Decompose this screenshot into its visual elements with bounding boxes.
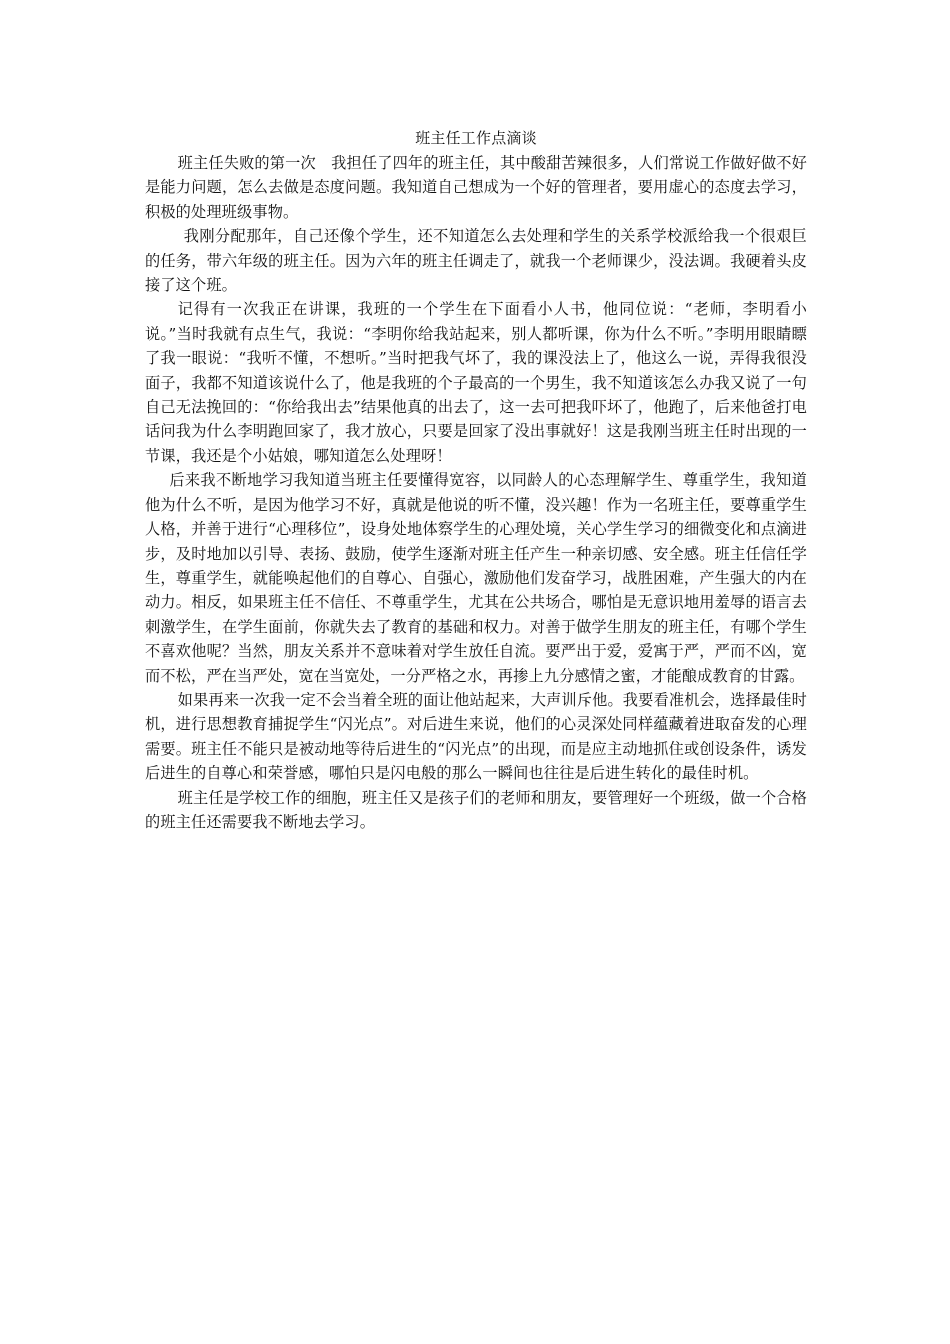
paragraph-4: 后来我不断地学习我知道当班主任要懂得宽容，以同龄人的心态理解学生、尊重学生，我知道他为什么不听，是因为他学习不好，真就是他说的听不懂，没兴趣！作为一名班主任，要尊重学生人格，并善于进行“心理移位”，设身处地体察学生的心理处境，关心学生学习的细微变化和点滴进步，及时地加以引导、表扬、鼓励，使学生逐渐对班主任产生一种亲切感、安全感。班主任信任学生，尊重学生，就能唤起他们的自尊心、自强心，激励他们发奋学习，战胜困难，产生强大的内在动力。相反，如果班主任不信任、不尊重学生，尤其在公共场合，哪怕是无意识地用羞辱的语言去刺激学生，在学生面前，你就失去了教育的基础和权力。对善于做学生朋友的班主任，有哪个学生不喜欢他呢？当然，朋友关系并不意味着对学生放任自流。要严出于爱，爱寓于严，严而不凶，宽而不松，严在当严处，宽在当宽处，一分严格之水，再掺上九分感情之蜜，才能酿成教育的甘露。 [145, 471, 807, 685]
paragraph-3: 记得有一次我正在讲课，我班的一个学生在下面看小人书，他同位说：“老师，李明看小说。”当时我就有点生气，我说：“李明你给我站起来，别人都听课，你为什么不听。”李明用眼睛瞟了我一眼说：“我听不懂，不想听。”当时把我气坏了，我的课没法上了，他这么一说，弄得我很没面子，我都不知道该说什么了，他是我班的个子最高的一个男生，我不知道该怎么办我又说了一句自己无法挽回的：“你给我出去”结果他真的出去了，这一去可把我吓坏了，他跑了，后来他爸打电话问我为什么李明跑回家了，我才放心，只要是回家了没出事就好！这是我刚当班主任时出现的一节课，我还是个小姑娘，哪知道怎么处理呀！ [145, 300, 807, 465]
paragraph-6: 班主任是学校工作的细胞，班主任又是孩子们的老师和朋友，要管理好一个班级，做一个合格的班主任还需要我不断地去学习。 [145, 788, 807, 831]
paragraph-1: 班主任失败的第一次 我担任了四年的班主任，其中酸甜苦辣很多，人们常说工作做好做不好是能力问题，怎么去做是态度问题。我知道自己想成为一个好的管理者，要用虚心的态度去学习，积极的处理班级事物。 [145, 154, 807, 221]
document-body [145, 126, 807, 834]
paragraph-2: 我刚分配那年，自己还像个学生，还不知道怎么去处理和学生的关系学校派给我一个很艰巨的任务，带六年级的班主任。因为六年的班主任调走了，就我一个老师课少，没法调。我硬着头皮接了这个班。 [145, 227, 807, 295]
document-title: 班主任工作点滴谈 [415, 129, 537, 147]
paragraph-5: 如果再来一次我一定不会当着全班的面让他站起来，大声训斥他。我要看准机会，选择最佳时机，进行思想教育捕捉学生“闪光点”。对后进生来说，他们的心灵深处同样蕴藏着进取奋发的心理需要。班主任不能只是被动地等待后进生的“闪光点”的出现，而是应主动地抓住或创设条件，诱发后进生的自尊心和荣誉感，哪怕只是闪电般的那么一瞬间也往往是后进生转化的最佳时机。 [145, 690, 807, 783]
